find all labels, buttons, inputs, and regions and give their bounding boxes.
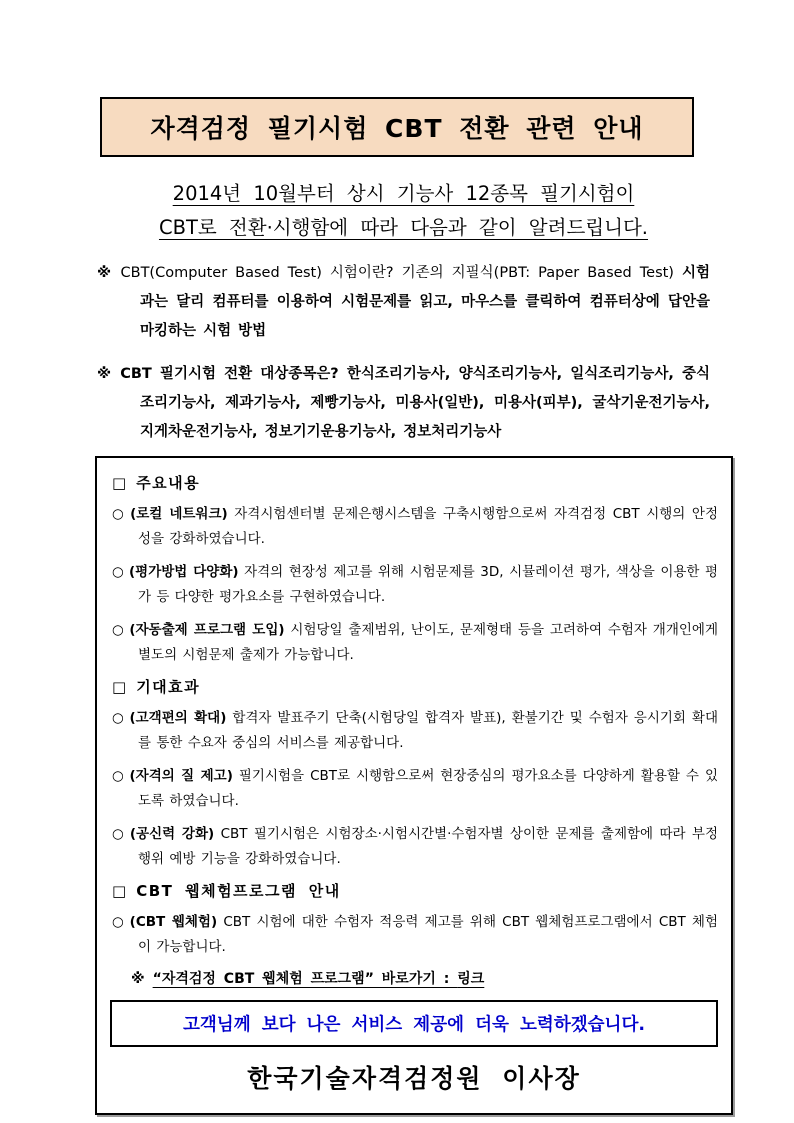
section-heading-main-content: □ 주요내용 — [112, 474, 201, 492]
circle-bullet-icon: ○ — [112, 622, 125, 638]
circle-bullet-icon: ○ — [112, 768, 125, 784]
service-commitment-banner: 고객님께 보다 나은 서비스 제공에 더욱 노력하겠습니다. — [110, 1000, 718, 1047]
reference-mark-icon: ※ — [97, 366, 113, 382]
intro-block — [97, 177, 710, 245]
list-item: ○ (공신력 강화) CBT 필기시험은 시험장소·시험시간별·수험자별 상이한 문제를 출제함에 따라 부정행위 예방 기능을 강화하였습니다. — [112, 826, 718, 867]
list-item: ○ (평가방법 다양화) 자격의 현장성 제고를 위해 시험문제를 3D, 시뮬레이션 평가, 색상을 이용한 평가 등 다양한 평가요소를 구현하였습니다. — [112, 564, 719, 605]
circle-bullet-icon: ○ — [112, 914, 125, 930]
square-bullet-icon: □ — [112, 882, 127, 900]
web-experience-link[interactable]: 링크 — [457, 971, 485, 987]
issuer-signature: 한국기술자격검정원 이사장 — [247, 1064, 581, 1093]
circle-bullet-icon: ○ — [112, 506, 126, 522]
web-experience-shortcut-note — [131, 968, 718, 988]
document-title-box — [100, 97, 694, 157]
note-cbt-subjects: ※ CBT 필기시험 전환 대상종목은? 한식조리기능사, 양식조리기능사, 일식조리기능사, 중식조리기능사, 제과기능사, 제빵기능사, 미용사(일반), 미용사(피부), 굴삭기운전기능사, 지게차운전기능사, 정보기기운용기능사, 정보처리기능사 — [97, 366, 710, 440]
list-item: ○ (CBT 웹체험) CBT 시험에 대한 수험자 적응력 제고를 위해 CBT 웹체험프로그램에서 CBT 체험이 가능합니다. — [112, 914, 719, 955]
list-item: ○ (자격의 질 제고) 필기시험을 CBT로 시행함으로써 현장중심의 평가요소를 다양하게 활용할 수 있도록 하였습니다. — [112, 768, 718, 809]
note-cbt-definition: ※ CBT(Computer Based Test) 시험이란? 기존의 지필식(PBT: Paper Based Test) 시험과는 달리 컴퓨터를 이용하여 시험문제를 읽고, 마우스를 클릭하여 컴퓨터상에 답안을 마킹하는 시험 방법 — [97, 265, 710, 339]
section-heading-web-experience: □ CBT 웹체험프로그램 안내 — [112, 882, 341, 900]
page-title: 자격검정 필기시험 CBT 전환 관련 안내 — [150, 114, 644, 143]
intro-line-2: CBT로 전환·시행함에 따라 다음과 같이 알려드립니다. — [158, 216, 649, 239]
reference-mark-icon: ※ — [131, 971, 145, 987]
intro-line-1: 2014년 10월부터 상시 기능사 12종목 필기시험이 — [172, 182, 635, 205]
section-heading-expected-effects: □ 기대효과 — [112, 678, 201, 696]
reference-mark-icon: ※ — [97, 265, 113, 281]
list-item: ○ (고객편의 확대) 합격자 발표주기 단축(시험당일 합격자 발표), 환불기간 및 수험자 응시기회 확대를 통한 수요자 중심의 서비스를 제공합니다. — [112, 710, 718, 751]
circle-bullet-icon: ○ — [112, 826, 125, 842]
circle-bullet-icon: ○ — [112, 710, 125, 726]
notice-main-box — [95, 456, 733, 1115]
list-item: ○ (로컬 네트워크) 자격시험센터별 문제은행시스템을 구축시행함으로써 자격검정 CBT 시행의 안정성을 강화하였습니다. — [112, 506, 718, 547]
shortcut-text: “자격검정 CBT 웹체험 프로그램” 바로가기 : 링크 — [152, 971, 485, 987]
circle-bullet-icon: ○ — [112, 564, 125, 580]
square-bullet-icon: □ — [112, 678, 127, 696]
square-bullet-icon: □ — [112, 474, 127, 492]
list-item: ○ (자동출제 프로그램 도입) 시험당일 출제범위, 난이도, 문제형태 등을 고려하여 수험자 개개인에게 별도의 시험문제 출제가 가능합니다. — [112, 622, 719, 663]
